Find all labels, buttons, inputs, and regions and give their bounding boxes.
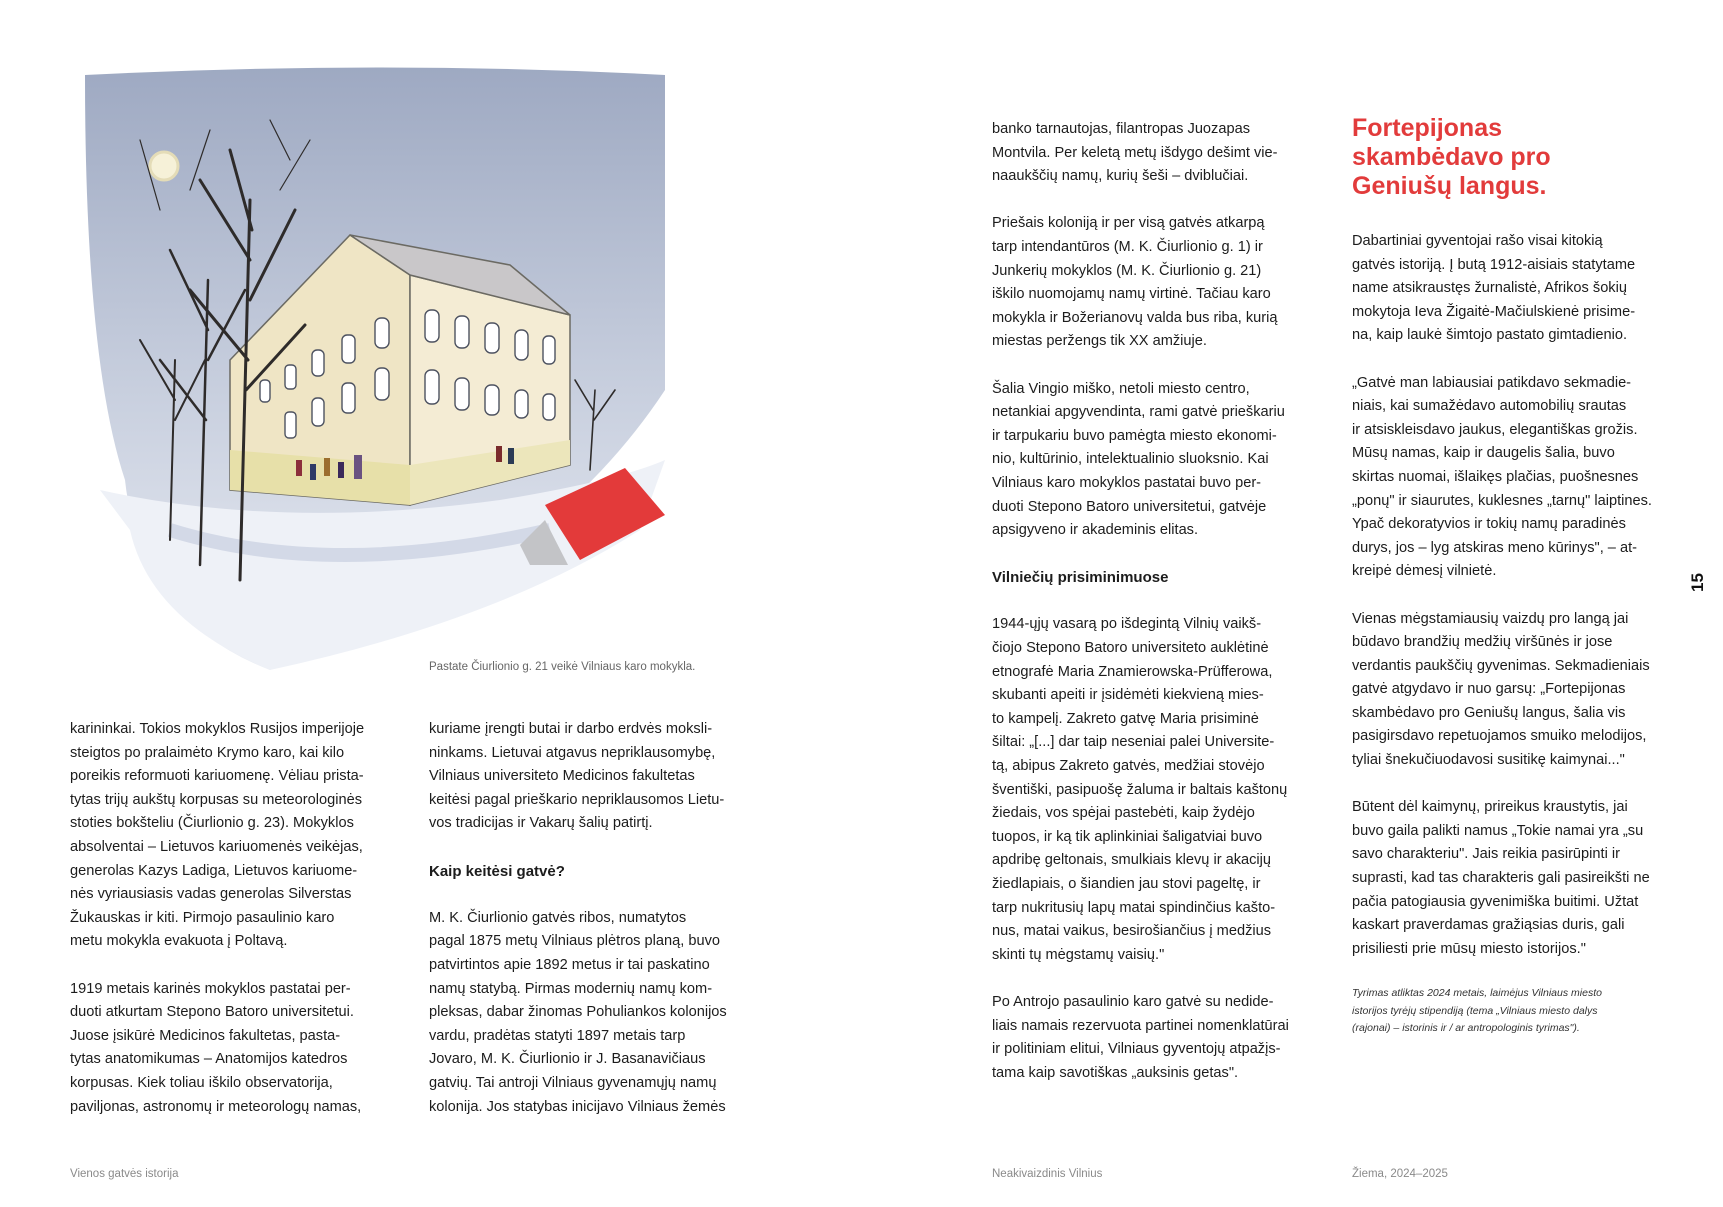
paragraph: 1944-ųjų vasarą po išdegintą Vilnių vaikš- čiojo Stepono Batoro universiteto auklėtinė etnografė Maria Znamierowska-Prüfferowa, skubanti apeiti ir įsidėmėti kiekvieną mies- to kampelį. Zakreto gatvę Maria prisiminė šiltai: „[...] dar taip neseniai palei Universite- tą, abipus Zakreto gatvės, medžiai stovėjo šventiški, pasipuošę žaluma ir baltais kaštonų žiedais, vos spėjai pastebėti, kaip žydėjo tuopos, ir ką tik aplinkiniai šaligatviai buvo apdribę geltonais, smulkiais klevų ir akacijų žiedlapiais, o šiandien jau stovi pageltę, ir tarp nukritusių lapų matai spindinčius kašto- nus, matai vaikus, besirošiančius į medžius skinti tų mėgstamų vaisių."	[992, 616, 1288, 963]
paragraph: „Gatvė man labiausiai patikdavo sekmadie- niais, kai sumažėdavo automobilių srautas ir atsiskleisdavo jaukus, elegantiškas grožis. Mūsų namas, kaip ir daugelis šalia, buvo skirtas nuomai, išlaikęs plačias, puošnesnes „ponų" ir siaurutes, kuklesnes „tarnų" laiptines. Ypač dekoratyvios ir tokių namų paradinės durys, jos – lyg atskiras meno kūrinys", – at- kreipė dėmesį vilnietė.	[1352, 374, 1652, 580]
paragraph: Priešais koloniją ir per visą gatvės atkarpą tarp intendantūros (M. K. Čiurlionio g. 1) ir Junkerių mokyklos (M. K. Čiurlionio g. 21) iškilo nuomojamų namų virtinė. Tačiau karo mokykla ir Božerianovų valda bus riba, kurią miestas peržengs tik XX amžiuje.	[992, 215, 1278, 350]
page-number: 15	[1688, 573, 1707, 592]
paragraph: 1919 metais karinės mokyklos pastatai per- duoti atkurtam Stepono Batoro universitetui. Juose įsikūrė Medicinos fakultetas, pasta- tytas anatomikumas – Anatomijos katedros korpusas. Kiek toliau iškilo observatorija, paviljonas, astronomų ir meteorologų namas,	[70, 980, 362, 1115]
paragraph: Šalia Vingio miško, netoli miesto centro, netankiai apgyvendinta, rami gatvė prieškariu ir tarpukariu buvo pamėgta miesto ekonomi- nio, kultūrinio, intelektualinio sluoksnio. Kai Vilniaus karo mokyklos pastatai buvo per- duoti Stepono Batoro universitetui, gatvėje apsigyveno ir akademinis elitas.	[992, 380, 1285, 539]
paragraph: M. K. Čiurlionio gatvės ribos, numatytos pagal 1875 metų Vilniaus plėtros planą, buvo patvirtintos apie 1892 metus ir tai paskatino namų statybą. Pirmas modernių namų kom- pleksas, dabar žinomas Pohuliankos kolonijos vardu, pradėtas statyti 1897 metais tarp Jovaro, M. K. Čiurlionio ir J. Basanavičiaus gatvių. Tai antroji Vilniaus gyvenamųjų namų kolonija. Jos statybas inicijavo Vilniaus žemės	[429, 909, 727, 1115]
section-heading: Vilniečių prisiminimuose	[992, 569, 1169, 587]
paragraph: Vienas mėgstamiausių vaizdų pro langą jai būdavo brandžių medžių viršūnės ir jose verdantis paukščių gyvenimas. Sekmadieniais gatvė atgydavo ir nuo garsų: „Fortepijonas skambėdavo pro Geniušų langus, šalia vis pasigirsdavo repetuojamos smuiko melodijos, tyliai šnekučiuodavosi susitikę kaimynai..."	[1352, 610, 1650, 769]
paragraph: Dabartiniai gyventojai rašo visai kitokią gatvės istoriją. Į butą 1912-aisiais statytame name atsikraustęs žurnalistė, Afrikos šokių mokytoja Ieva Žigaitė-Mačiulskienė prisime- na, kaip laukė šimtojo pastato gimtadienio.	[1352, 233, 1636, 344]
paragraph: Po Antrojo pasaulinio karo gatvė su nedide- liais namais rezervuota partinei nomenklatūrai ir politiniam elitui, Vilniaus gyventojų atpažįs- tama kaip savotiškas „auksinis getas".	[992, 993, 1289, 1081]
paragraph: banko tarnautojas, filantropas Juozapas Montvila. Per keletą metų išdygo dešimt vie- naaukščių namų, kurių šeši – dviblučiai.	[992, 121, 1278, 185]
footer-left-page: Vienos gatvės istorija	[70, 1168, 179, 1180]
left-page-column-2	[429, 718, 743, 1143]
right-page-column-1	[992, 118, 1302, 1109]
paragraph: Būtent dėl kaimynų, prireikus kraustytis, jai buvo gaila palikti namus „Tokie namai yra „su savo charakteriu". Jais reikia pasirūpinti ir suprasti, kad tas charakteris gali pasireikšti ne pačia patogiausia gyvenimiška buitimi. Užtat kaskart praverdamas gražiąsias duris, gali prisiliesti prie mūsų miesto istorijos."	[1352, 799, 1650, 957]
winter-building-illustration	[80, 60, 760, 680]
section-heading: Kaip keitėsi gatvė?	[429, 862, 565, 880]
left-page-column-1	[70, 718, 380, 1143]
paragraph: karininkai. Tokios mokyklos Rusijos imperijoje steigtos po pralaimėto Krymo karo, kai kilo poreikis reformuoti kariuomenę. Vėliau prista- tytas trijų aukštų korpusas su meteorologinės stoties bokšteliu (Čiurlionio g. 23). Mokyklos absolventai – Lietuvos kariuomenės veikėjas, generolas Kazys Ladiga, Lietuvos kariuome- nės vyriausiasis vadas generolas Silverstas Žukauskas ir kiti. Pirmojo pasaulinio karo metu mokykla evakuota į Poltavą.	[70, 721, 365, 950]
footer-magazine-title: Neakivaizdinis Vilnius	[992, 1168, 1103, 1180]
paragraph: kuriame įrengti butai ir darbo erdvės moksli- ninkams. Lietuvai atgavus nepriklausomybę, Vilniaus universiteto Medicinos fakultetas keitėsi pagal prieškario nepriklausomos Lietu- vos tradicijas ir Vakarų šalių patirtį.	[429, 721, 725, 832]
pull-quote-headline: Fortepijonas skambėdavo pro Geniušų langus.	[1352, 114, 1551, 200]
footer-issue: Žiema, 2024–2025	[1352, 1168, 1448, 1180]
image-caption: Pastate Čiurlionio g. 21 veikė Vilniaus karo mokykla.	[429, 661, 696, 673]
right-page-column-2	[1352, 230, 1662, 1061]
research-note: Tyrimas atliktas 2024 metais, laimėjus Vilniaus miesto istorijos tyrėjų stipendiją (tema „Vilniaus miesto dalys (rajonai) – istorinis ir / ar antropologinis tyrimas").	[1352, 987, 1602, 1034]
